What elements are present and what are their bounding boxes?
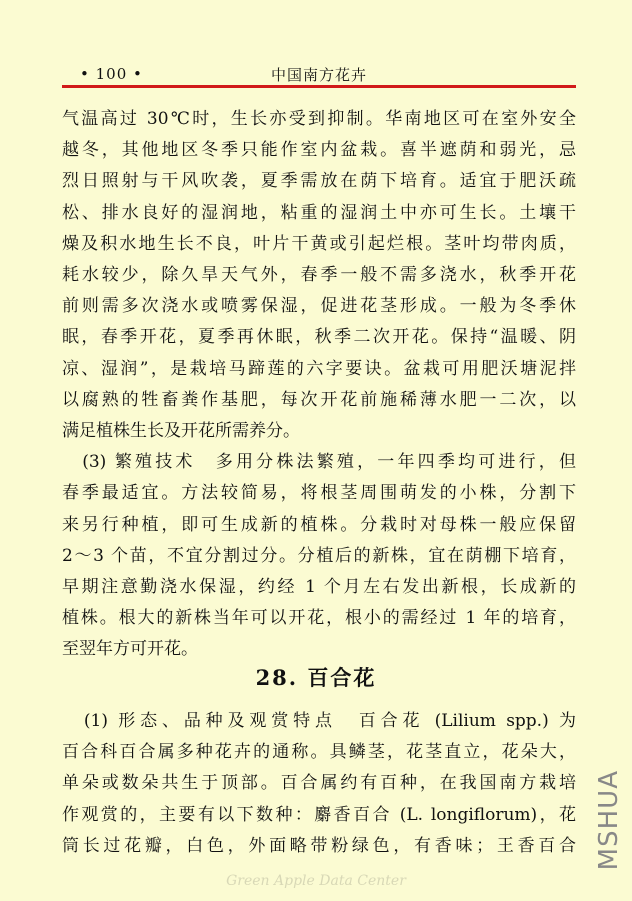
text-line: 来另行种植，即可生成新的植株。分栽时对母株一般应保留 bbox=[62, 514, 576, 535]
page-number: • 100 • bbox=[80, 65, 143, 83]
section-title: 28. 百合花 bbox=[255, 665, 377, 690]
text-line: 越冬，其他地区冬季只能作室内盆栽。喜半遮荫和弱光，忌 bbox=[62, 140, 576, 161]
text-line: (3) 繁殖技术 多用分株法繁殖，一年四季均可进行，但 bbox=[62, 452, 576, 473]
text-line: 耗水较少，除久旱天气外，春季一般不需多浇水，秋季开花 bbox=[62, 265, 576, 286]
text-line: (1) 形态、品种及观赏特点 百合花 (Lilium spp.) 为 bbox=[62, 711, 576, 731]
text-line: 至翌年方可开花。 bbox=[62, 639, 198, 660]
text-line: 气温高过 30℃时，生长亦受到抑制。华南地区可在室外安全 bbox=[62, 109, 576, 129]
text-line: 植株。根大的新株当年可以开花，根小的需经过 1 年的培育， bbox=[62, 608, 576, 629]
text-line: 百合科百合属多种花卉的通称。具鳞茎，花茎直立，花朵大， bbox=[62, 742, 576, 763]
body-text-upper bbox=[62, 104, 576, 666]
text-line: 眠，春季开花，夏季再休眠，秋季二次开花。保持“温暖、阴 bbox=[62, 327, 576, 348]
text-line: 松、排水良好的湿润地，粘重的湿润土中亦可生长。土壤干 bbox=[62, 202, 576, 223]
text-line: 烈日照射与干风吹袭，夏季需放在荫下培育。适宜于肥沃疏 bbox=[62, 171, 576, 192]
text-line: 筒长过花瓣，白色，外面略带粉绿色，有香味；王香百合 bbox=[62, 835, 576, 856]
text-line: 凉、湿润”，是栽培马蹄莲的六字要诀。盆栽可用肥沃塘泥拌 bbox=[62, 358, 576, 379]
body-text-lower bbox=[62, 706, 576, 862]
text-line: 2～3 个苗，不宜分割过分。分植后的新株，宜在荫棚下培育， bbox=[62, 545, 576, 566]
side-watermark: MSHUA bbox=[594, 770, 624, 871]
text-line: 春季最适宜。方法较简易，将根茎周围萌发的小株，分割下 bbox=[62, 483, 576, 504]
book-title: 中国南方花卉 bbox=[270, 66, 367, 84]
header-rule bbox=[62, 85, 576, 88]
text-line: 作观赏的，主要有以下数种：麝香百合 (L. longiflorum)，花 bbox=[62, 804, 576, 825]
text-line: 以腐熟的牲畜粪作基肥，每次开花前施稀薄水肥一二次，以 bbox=[62, 389, 576, 410]
page-header bbox=[62, 63, 576, 85]
text-line: 燥及积水地生长不良，叶片干黄或引起烂根。茎叶均带肉质， bbox=[62, 233, 576, 254]
bottom-watermark: Green Apple Data Center bbox=[226, 873, 406, 889]
text-line: 满足植株生长及开花所需养分。 bbox=[62, 421, 300, 442]
text-line: 前则需多次浇水或喷雾保湿，促进花茎形成。一般为冬季休 bbox=[62, 296, 576, 317]
text-line: 早期注意勤浇水保湿，约经 1 个月左右发出新根，长成新的 bbox=[62, 577, 576, 598]
text-line: 单朵或数朵共生于顶部。百合属约有百种，在我国南方栽培 bbox=[62, 773, 576, 794]
